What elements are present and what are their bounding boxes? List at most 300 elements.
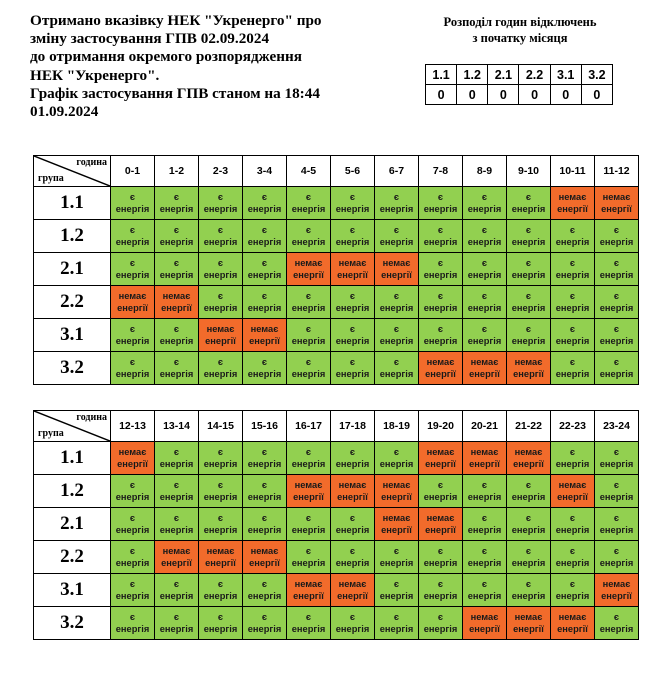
power-off-cell (243, 319, 287, 352)
power-on-cell (551, 574, 595, 607)
group-row (34, 319, 639, 352)
status-line: немає (558, 612, 587, 622)
hour-header: 1-2 (155, 156, 199, 187)
group-row (34, 574, 639, 607)
status-line: енергії (293, 591, 324, 601)
hour-header: 4-5 (287, 156, 331, 187)
status-line: є (481, 324, 488, 334)
power-on-cell (507, 574, 551, 607)
status-line: енергія (335, 369, 370, 379)
status-line: енергія (599, 237, 634, 247)
power-off-cell (507, 442, 551, 475)
power-on-cell (419, 253, 463, 286)
status-line: немає (206, 546, 235, 556)
hour-header: 13-14 (155, 411, 199, 442)
status-line: енергія (511, 492, 546, 502)
status-line: енергії (469, 369, 500, 379)
hour-header: 14-15 (199, 411, 243, 442)
status-line: є (261, 447, 268, 457)
status-line: є (613, 513, 620, 523)
power-on-cell (419, 286, 463, 319)
status-line: енергія (203, 591, 238, 601)
status-line: енергія (291, 237, 326, 247)
hour-header: 9-10 (507, 156, 551, 187)
hour-header: 3-4 (243, 156, 287, 187)
status-line: немає (206, 324, 235, 334)
status-line: є (393, 357, 400, 367)
group-label: 3.2 (34, 607, 111, 640)
status-line: енергія (247, 303, 282, 313)
status-line: енергія (467, 336, 502, 346)
power-on-cell (287, 187, 331, 220)
status-line: немає (558, 192, 587, 202)
status-line: є (173, 612, 180, 622)
power-off-cell (111, 442, 155, 475)
status-line: енергія (467, 591, 502, 601)
power-off-cell (287, 475, 331, 508)
status-line: є (481, 579, 488, 589)
status-line: є (217, 357, 224, 367)
group-label: 3.2 (34, 352, 111, 385)
status-line: є (261, 258, 268, 268)
status-line: є (217, 579, 224, 589)
status-line: немає (514, 357, 543, 367)
status-line: є (525, 579, 532, 589)
summary-group: 3.1 (550, 65, 581, 85)
status-line: є (261, 357, 268, 367)
status-line: енергії (293, 492, 324, 502)
status-line: енергія (203, 237, 238, 247)
hour-header: 16-17 (287, 411, 331, 442)
status-line: є (217, 291, 224, 301)
status-line: є (481, 225, 488, 235)
power-on-cell (155, 253, 199, 286)
hours-header-row (34, 156, 639, 187)
power-on-cell (155, 352, 199, 385)
status-line: енергія (291, 558, 326, 568)
power-on-cell (243, 442, 287, 475)
power-on-cell (155, 574, 199, 607)
power-off-cell (375, 253, 419, 286)
status-line: енергія (379, 558, 414, 568)
status-line: енергія (203, 369, 238, 379)
status-line: енергії (557, 624, 588, 634)
status-line: є (305, 225, 312, 235)
status-line: енергії (249, 558, 280, 568)
status-line: є (613, 546, 620, 556)
power-off-cell (551, 187, 595, 220)
power-on-cell (243, 508, 287, 541)
power-on-cell (155, 442, 199, 475)
status-line: є (481, 291, 488, 301)
status-line: енергія (423, 492, 458, 502)
power-on-cell (507, 220, 551, 253)
status-line: енергія (467, 525, 502, 535)
group-label: 1.2 (34, 220, 111, 253)
power-off-cell (551, 607, 595, 640)
power-on-cell (199, 352, 243, 385)
status-line: енергія (599, 459, 634, 469)
power-off-cell (419, 352, 463, 385)
group-row (34, 508, 639, 541)
status-line: енергія (379, 459, 414, 469)
power-on-cell (199, 475, 243, 508)
power-on-cell (595, 541, 639, 574)
power-on-cell (463, 475, 507, 508)
status-line: є (129, 258, 136, 268)
power-on-cell (463, 220, 507, 253)
status-line: є (437, 480, 444, 490)
status-line: енергія (379, 204, 414, 214)
hour-header: 12-13 (111, 411, 155, 442)
status-line: енергія (379, 624, 414, 634)
power-on-cell (551, 508, 595, 541)
status-line: є (569, 291, 576, 301)
hour-header: 21-22 (507, 411, 551, 442)
summary-value: 0 (550, 85, 581, 105)
power-on-cell (551, 286, 595, 319)
status-line: енергія (379, 369, 414, 379)
power-on-cell (111, 253, 155, 286)
hour-header: 7-8 (419, 156, 463, 187)
status-line: енергія (599, 336, 634, 346)
power-on-cell (111, 574, 155, 607)
power-on-cell (111, 475, 155, 508)
power-on-cell (375, 187, 419, 220)
status-line: енергія (423, 303, 458, 313)
power-on-cell (155, 220, 199, 253)
group-row (34, 541, 639, 574)
power-off-cell (331, 574, 375, 607)
status-line: є (613, 480, 620, 490)
summary-value: 0 (488, 85, 519, 105)
status-line: енергії (601, 591, 632, 601)
power-on-cell (243, 187, 287, 220)
status-line: є (437, 291, 444, 301)
status-line: є (261, 513, 268, 523)
status-line: енергія (159, 204, 194, 214)
summary-group: 3.2 (581, 65, 612, 85)
power-off-cell (331, 253, 375, 286)
status-line: енергія (467, 558, 502, 568)
power-on-cell (375, 541, 419, 574)
status-line: є (393, 324, 400, 334)
status-line: немає (250, 546, 279, 556)
status-line: є (217, 513, 224, 523)
power-on-cell (155, 508, 199, 541)
hour-header: 10-11 (551, 156, 595, 187)
power-on-cell (243, 253, 287, 286)
power-on-cell (419, 541, 463, 574)
status-line: немає (470, 612, 499, 622)
status-line: енергія (555, 237, 590, 247)
status-line: є (569, 324, 576, 334)
power-on-cell (419, 220, 463, 253)
status-line: є (129, 612, 136, 622)
summary-value: 0 (581, 85, 612, 105)
status-line: енергія (159, 492, 194, 502)
notice-header (30, 12, 390, 121)
status-line: є (305, 546, 312, 556)
power-on-cell (111, 508, 155, 541)
status-line: є (613, 357, 620, 367)
power-on-cell (419, 319, 463, 352)
summary-title-line: Розподіл годин відключень (443, 15, 597, 29)
status-line: енергія (115, 237, 150, 247)
power-off-cell (111, 286, 155, 319)
status-line: є (349, 447, 356, 457)
status-line: є (393, 225, 400, 235)
summary-value: 0 (426, 85, 457, 105)
status-line: є (305, 447, 312, 457)
status-line: є (349, 546, 356, 556)
power-off-cell (199, 319, 243, 352)
summary-title-line: з початку місяця (472, 31, 568, 45)
status-line: енергії (381, 525, 412, 535)
status-line: енергія (115, 525, 150, 535)
power-on-cell (331, 352, 375, 385)
status-line: немає (426, 357, 455, 367)
status-line: енергія (159, 336, 194, 346)
hour-header: 0-1 (111, 156, 155, 187)
power-on-cell (287, 220, 331, 253)
hour-header: 2-3 (199, 156, 243, 187)
status-line: енергія (335, 237, 370, 247)
status-line: є (393, 447, 400, 457)
power-on-cell (243, 475, 287, 508)
power-on-cell (419, 607, 463, 640)
power-on-cell (463, 253, 507, 286)
status-line: є (569, 225, 576, 235)
status-line: є (349, 225, 356, 235)
power-on-cell (199, 574, 243, 607)
status-line: енергія (511, 558, 546, 568)
status-line: енергія (467, 270, 502, 280)
power-off-cell (507, 352, 551, 385)
status-line: є (525, 513, 532, 523)
status-line: є (525, 291, 532, 301)
status-line: енергії (117, 459, 148, 469)
status-line: енергія (247, 237, 282, 247)
status-line: енергія (159, 525, 194, 535)
status-line: є (261, 480, 268, 490)
status-line: немає (558, 480, 587, 490)
status-line: є (173, 324, 180, 334)
power-off-cell (375, 508, 419, 541)
status-line: є (437, 612, 444, 622)
power-on-cell (111, 541, 155, 574)
status-line: є (437, 192, 444, 202)
power-off-cell (551, 475, 595, 508)
status-line: є (217, 192, 224, 202)
status-line: є (217, 225, 224, 235)
group-axis-label: група (38, 428, 64, 439)
status-line: енергія (335, 336, 370, 346)
power-on-cell (595, 319, 639, 352)
power-on-cell (595, 442, 639, 475)
power-on-cell (375, 442, 419, 475)
power-off-cell (331, 475, 375, 508)
status-line: енергія (247, 492, 282, 502)
status-line: енергія (247, 525, 282, 535)
group-row (34, 187, 639, 220)
status-line: є (393, 291, 400, 301)
power-on-cell (155, 475, 199, 508)
status-line: є (481, 513, 488, 523)
status-line: енергія (511, 270, 546, 280)
power-off-cell (243, 541, 287, 574)
group-label: 2.2 (34, 541, 111, 574)
status-line: є (613, 258, 620, 268)
status-line: є (525, 546, 532, 556)
status-line: немає (382, 513, 411, 523)
status-line: енергія (291, 369, 326, 379)
power-on-cell (111, 220, 155, 253)
status-line: енергія (247, 204, 282, 214)
status-line: немає (602, 579, 631, 589)
status-line: є (349, 513, 356, 523)
status-line: є (437, 324, 444, 334)
power-off-cell (507, 607, 551, 640)
status-line: енергія (247, 459, 282, 469)
status-line: є (393, 579, 400, 589)
power-on-cell (595, 475, 639, 508)
status-line: є (129, 513, 136, 523)
status-line: є (569, 579, 576, 589)
status-line: є (173, 258, 180, 268)
power-on-cell (243, 220, 287, 253)
status-line: енергія (115, 204, 150, 214)
status-line: є (393, 546, 400, 556)
status-line: енергія (335, 204, 370, 214)
status-line: енергія (423, 624, 458, 634)
power-on-cell (331, 187, 375, 220)
status-line: енергія (423, 558, 458, 568)
status-line: є (393, 612, 400, 622)
power-off-cell (595, 187, 639, 220)
status-line: енергія (599, 624, 634, 634)
status-line: енергія (335, 558, 370, 568)
status-line: є (129, 480, 136, 490)
status-line: немає (602, 192, 631, 202)
status-line: немає (162, 546, 191, 556)
hours-header-row (34, 411, 639, 442)
status-line: є (305, 291, 312, 301)
power-on-cell (375, 607, 419, 640)
status-line: енергія (555, 591, 590, 601)
group-label: 2.1 (34, 253, 111, 286)
status-line: є (481, 546, 488, 556)
power-on-cell (463, 508, 507, 541)
status-line: енергія (291, 336, 326, 346)
power-on-cell (375, 220, 419, 253)
status-line: немає (294, 579, 323, 589)
status-line: є (305, 192, 312, 202)
status-line: є (569, 513, 576, 523)
status-line: є (261, 225, 268, 235)
power-off-cell (463, 442, 507, 475)
power-on-cell (595, 286, 639, 319)
status-line: енергія (511, 525, 546, 535)
status-line: енергії (381, 270, 412, 280)
status-line: енергія (423, 237, 458, 247)
power-on-cell (243, 286, 287, 319)
status-line: енергія (335, 624, 370, 634)
status-line: енергія (511, 237, 546, 247)
status-line: енергії (513, 369, 544, 379)
status-line: немає (382, 258, 411, 268)
status-line: є (129, 324, 136, 334)
power-on-cell (287, 541, 331, 574)
group-row (34, 352, 639, 385)
status-line: є (129, 579, 136, 589)
status-line: енергія (159, 369, 194, 379)
power-on-cell (331, 220, 375, 253)
status-line: енергія (379, 237, 414, 247)
power-on-cell (287, 607, 331, 640)
status-line: енергія (555, 336, 590, 346)
status-line: енергія (379, 336, 414, 346)
power-on-cell (375, 319, 419, 352)
status-line: є (613, 291, 620, 301)
status-line: є (437, 546, 444, 556)
status-line: є (525, 480, 532, 490)
status-line: є (217, 480, 224, 490)
power-off-cell (463, 352, 507, 385)
status-line: енергія (115, 591, 150, 601)
power-on-cell (199, 286, 243, 319)
notice-line: Отримано вказівку НЕК "Укренерго" про (30, 12, 322, 29)
status-line: енергія (379, 303, 414, 313)
hour-header: 19-20 (419, 411, 463, 442)
power-on-cell (111, 319, 155, 352)
status-line: енергії (161, 303, 192, 313)
status-line: енергії (205, 336, 236, 346)
status-line: немає (118, 291, 147, 301)
summary-value: 0 (457, 85, 488, 105)
power-on-cell (111, 352, 155, 385)
status-line: немає (514, 447, 543, 457)
group-row (34, 607, 639, 640)
power-on-cell (287, 442, 331, 475)
status-line: є (481, 192, 488, 202)
status-line: енергія (203, 303, 238, 313)
power-on-cell (287, 352, 331, 385)
power-on-cell (375, 352, 419, 385)
group-label: 2.1 (34, 508, 111, 541)
power-on-cell (507, 508, 551, 541)
notice-line: до отримання окремого розпорядження (30, 48, 302, 66)
status-line: є (173, 513, 180, 523)
status-line: енергія (291, 459, 326, 469)
status-line: немає (470, 447, 499, 457)
power-on-cell (199, 508, 243, 541)
status-line: енергія (467, 204, 502, 214)
status-line: енергія (511, 591, 546, 601)
status-line: немає (162, 291, 191, 301)
power-on-cell (595, 253, 639, 286)
status-line: є (261, 291, 268, 301)
power-on-cell (331, 607, 375, 640)
status-line: є (569, 546, 576, 556)
summary-title (410, 14, 630, 46)
status-line: є (569, 357, 576, 367)
status-line: є (569, 447, 576, 457)
status-line: енергія (599, 558, 634, 568)
status-line: є (261, 612, 268, 622)
status-line: є (525, 225, 532, 235)
power-on-cell (155, 607, 199, 640)
